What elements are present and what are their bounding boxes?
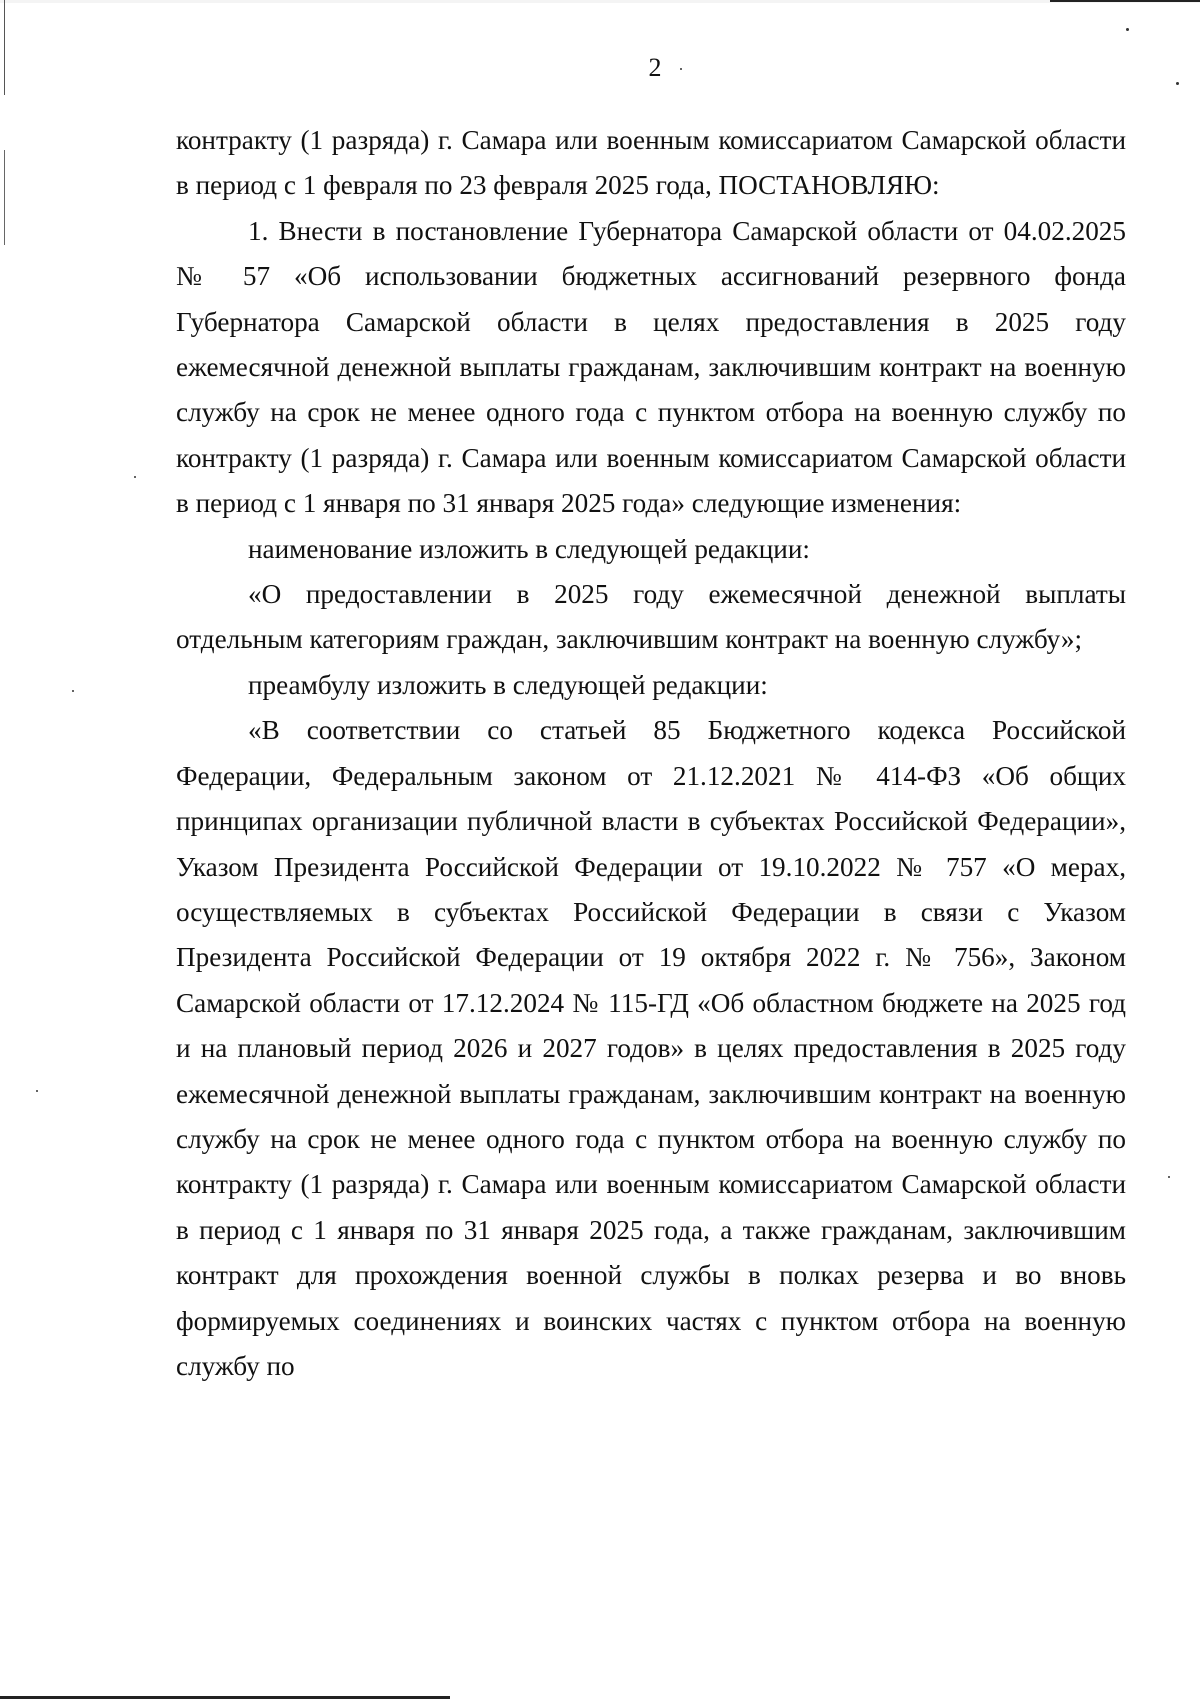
document-body bbox=[176, 118, 1126, 1389]
paragraph-item-1: 1. Внести в постановление Губернатора Самарской области от 04.02.2025 № 57 «Об использовании бюджетных ассигнований резервного фонда Губернатора Самарской области в целях предоставления в 2025 году ежемесячной денежной выплаты гражданам, заключившим контракт на военную службу на срок не менее одного года с пунктом отбора на военную службу по контракту (1 разряда) г. Самара или военным комиссариатом Самарской области в период с 1 января по 31 января 2025 года» следующие изменения: bbox=[176, 215, 1126, 519]
scan-edge-right bbox=[1050, 0, 1200, 2]
scan-speck bbox=[134, 476, 136, 478]
scan-edge-bottom bbox=[0, 1696, 450, 1699]
scan-speck bbox=[1168, 1176, 1170, 1178]
scan-speck bbox=[36, 1090, 38, 1092]
scan-speck bbox=[72, 690, 74, 692]
scan-speck bbox=[1126, 28, 1129, 31]
paragraph-preamble-change: преамбулу изложить в следующей редакции: bbox=[248, 669, 768, 700]
scan-edge-top bbox=[0, 0, 1200, 3]
paragraph-continuation: контракту (1 разряда) г. Самара или военным комиссариатом Самарской области в период с 1 февраля по 23 февраля 2025 года, ПОСТАНОВЛЯЮ: bbox=[176, 125, 1126, 201]
paragraph-new-title: «О предоставлении в 2025 году ежемесячной денежной выплаты отдельным категориям граждан, заключившим контракт на военную службу»; bbox=[176, 579, 1126, 655]
paragraph-new-preamble: «В соответствии со статьей 85 Бюджетного кодекса Российской Федерации, Федеральным законом от 21.12.2021 № 414-ФЗ «Об общих принципах организации публичной власти в субъектах Российской Федерации», Указом Президента Российской Федерации от 19.10.2022 № 757 «О мерах, осуществляемых в субъектах Российской Федерации в связи с Указом Президента Российской Федерации от 19 октября 2022 г. № 756», Законом Самарской области от 17.12.2024 № 115-ГД «Об областном бюджете на 2025 год и на плановый период 2026 и 2027 годов» в целях предоставления в 2025 году ежемесячной денежной выплаты гражданам, заключившим контракт на военную службу на срок не менее одного года с пунктом отбора на военную службу по контракту (1 разряда) г. Самара или военным комиссариатом Самарской области в период с 1 января по 31 января 2025 года, а также гражданам, заключившим контракт для прохождения военной службы в полках резерва и во вновь формируемых соединениях и воинских частях с пунктом отбора на военную службу по bbox=[176, 715, 1126, 1381]
paragraph-title-change: наименование изложить в следующей редакции: bbox=[248, 533, 810, 564]
scan-edge-left bbox=[4, 150, 5, 245]
page-number: 2 bbox=[648, 53, 662, 82]
